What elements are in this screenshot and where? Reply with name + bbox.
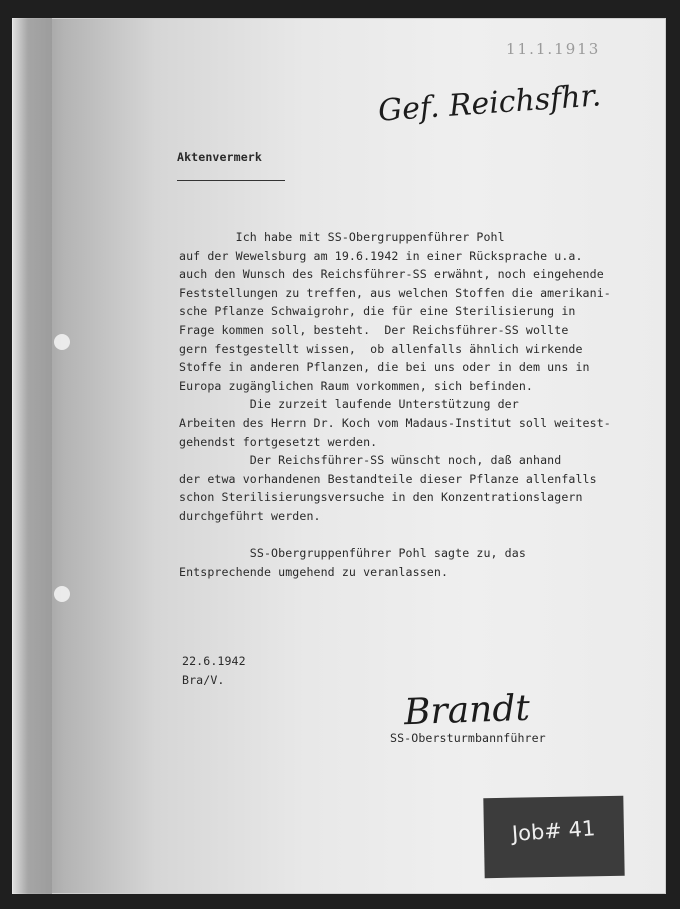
archive-label (483, 796, 624, 878)
body-line: durchgeführt werden. (179, 509, 321, 523)
body-line: SS-Obergruppenführer Pohl sagte zu, das (179, 546, 526, 561)
body-line: Arbeiten des Herrn Dr. Koch vom Madaus-Institut soll weitest- (179, 416, 611, 430)
body-line: sche Pflanze Schwaigrohr, die für eine Sterilisierung in (179, 304, 576, 319)
body-line: gehendst fortgesetzt werden. (179, 434, 378, 449)
body-line: Frage kommen soll, besteht. Der Reichsführer-SS wollte (179, 323, 569, 337)
body-line: Stoffe in anderen Pflanzen, die bei uns oder in dem uns in (179, 360, 590, 375)
punch-hole-lower (54, 586, 70, 602)
body-line: auf der Wewelsburg am 19.6.1942 in einer Rücksprache u.a. (179, 248, 583, 263)
signature: Brandt (403, 687, 531, 734)
body-line: gern festgestellt wissen, ob allenfalls ähnlich wirkende (179, 341, 583, 356)
body-line: Die zurzeit laufende Unterstützung der (179, 397, 519, 412)
body-line: der etwa vorhandenen Bestandteile dieser Pflanze allenfalls (179, 471, 597, 486)
handwritten-annotation: Gef. Reichsfhr. (377, 78, 603, 129)
archive-label-text: Job# 41 (511, 816, 597, 846)
body-line: Ich habe mit SS-Obergruppenführer Pohl (179, 230, 505, 244)
body-line: Entsprechende umgehend zu veranlassen. (179, 564, 449, 579)
body-line: Der Reichsführer-SS wünscht noch, daß anhand (179, 453, 562, 468)
document-date: 22.6.1942 (182, 654, 246, 668)
body-line: Feststellungen zu treffen, aus welchen Stoffen die amerikani- (179, 285, 611, 300)
title-underline (177, 180, 285, 181)
signature-rank: SS-Obersturmbannführer (390, 731, 546, 745)
document-title: Aktenvermerk (177, 150, 262, 164)
body-line: schon Sterilisierungsversuche in den Konzentrationslagern (179, 490, 583, 505)
body-line: Europa zugänglichen Raum vorkommen, sich befinden. (179, 378, 534, 393)
punch-hole-upper (54, 334, 70, 350)
pencil-note: 11.1.1913 (506, 40, 601, 58)
reference-initials: Bra/V. (182, 673, 225, 687)
body-line: auch den Wunsch des Reichsführer-SS erwähnt, noch eingehende (179, 267, 604, 282)
